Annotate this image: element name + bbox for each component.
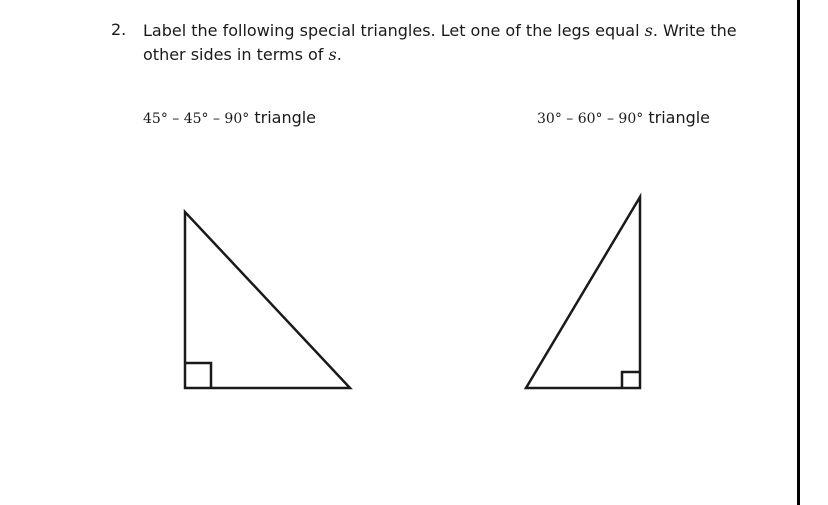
prompt-text-3: other sides in terms of	[143, 45, 329, 64]
angle-measures: 45° – 45° – 90°	[143, 111, 250, 127]
triangle-30-60-90	[526, 197, 640, 388]
prompt-text-1: Label the following special triangles. Let one of the legs equal	[143, 21, 645, 40]
triangle-word: triangle	[643, 108, 711, 127]
triangle-45-45-90-outline	[185, 212, 350, 388]
triangle-word: triangle	[249, 108, 317, 127]
prompt-text-4: .	[336, 45, 342, 64]
angle-measures: 30° – 60° – 90°	[537, 111, 644, 127]
triangle-30-60-90-outline	[526, 197, 640, 388]
triangle-45-45-90	[185, 212, 350, 388]
variable-s: s	[328, 45, 337, 64]
question-number: 2.	[111, 20, 127, 39]
right-angle-marker	[622, 372, 640, 388]
variable-s: s	[644, 21, 653, 40]
prompt-text-2: . Write the	[652, 21, 737, 40]
right-angle-marker	[185, 363, 211, 388]
